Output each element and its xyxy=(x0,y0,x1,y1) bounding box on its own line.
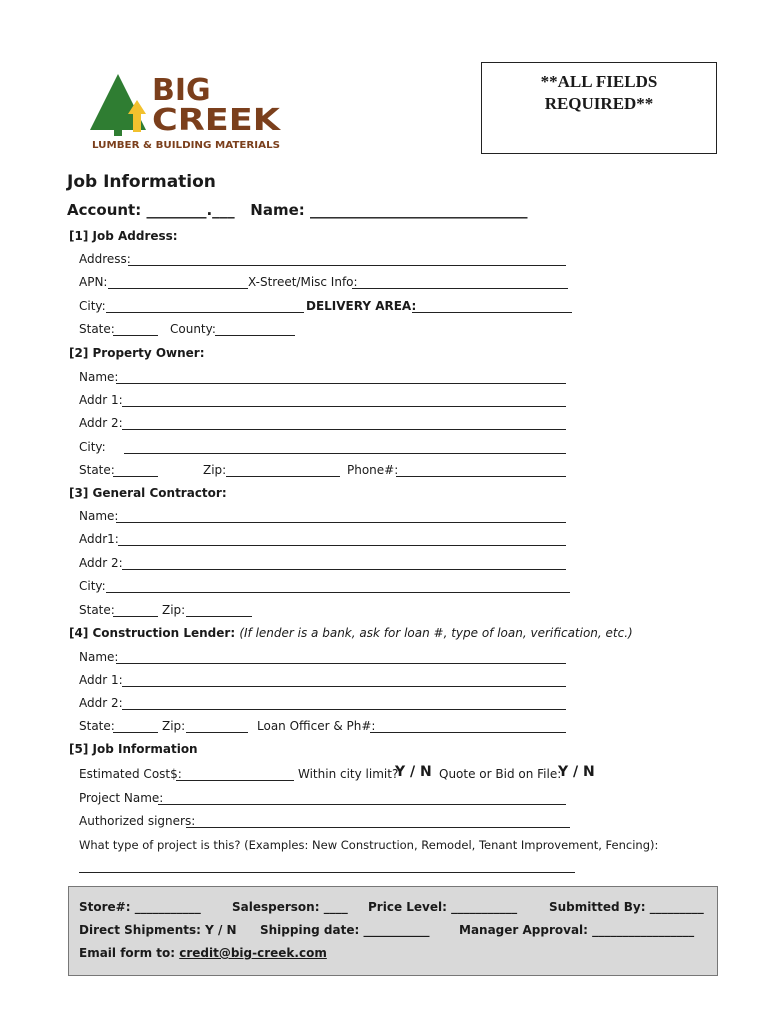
label-gc-zip: Zip: xyxy=(162,603,186,617)
label-state: State: xyxy=(79,322,115,336)
field-owner-addr1[interactable] xyxy=(122,406,566,407)
logo-text-big: BIG xyxy=(152,73,211,108)
field-xstreet[interactable] xyxy=(352,288,568,289)
field-city[interactable] xyxy=(106,312,304,313)
account-name-line[interactable]: Account: ________.___ Name: _____________________________ xyxy=(67,201,528,219)
lender-note: (If lender is a bank, ask for loan #, type of loan, verification, etc.) xyxy=(239,626,633,640)
field-delivery-area[interactable] xyxy=(412,312,572,313)
field-state[interactable] xyxy=(113,335,158,336)
label-owner-phone: Phone#: xyxy=(347,463,399,477)
logo-tagline: LUMBER & BUILDING MATERIALS xyxy=(92,140,280,151)
field-owner-phone[interactable] xyxy=(396,476,566,477)
label-owner-addr2: Addr 2: xyxy=(79,416,123,430)
field-lender-addr1[interactable] xyxy=(122,686,566,687)
footer-direct-shipments[interactable]: Direct Shipments: Y / N xyxy=(79,923,237,937)
label-xstreet: X-Street/Misc Info: xyxy=(248,275,358,289)
label-project-name: Project Name: xyxy=(79,791,164,805)
required-line-1: **ALL FIELDS xyxy=(540,72,658,91)
label-delivery-area: DELIVERY AREA: xyxy=(306,299,417,313)
field-authorized-signers[interactable] xyxy=(186,827,570,828)
company-logo xyxy=(88,68,288,154)
section-job-address-heading: [1] Job Address: xyxy=(69,229,178,243)
field-gc-state[interactable] xyxy=(113,616,158,617)
label-authorized-signers: Authorized signers: xyxy=(79,814,196,828)
email-link[interactable]: credit@big-creek.com xyxy=(179,946,327,960)
label-lender-zip: Zip: xyxy=(162,719,186,733)
field-gc-zip[interactable] xyxy=(186,616,252,617)
field-lender-state[interactable] xyxy=(113,732,158,733)
label-estimated-cost: Estimated Cost$: xyxy=(79,767,182,781)
label-gc-name: Name: xyxy=(79,509,119,523)
field-lender-name[interactable] xyxy=(116,663,566,664)
footer-email-label: Email form to: xyxy=(79,946,176,960)
label-lender-addr2: Addr 2: xyxy=(79,696,123,710)
footer-price-level[interactable]: Price Level: ___________ xyxy=(368,900,518,914)
city-limit-yn-toggle[interactable]: Y / N xyxy=(395,764,432,780)
label-lender-addr1: Addr 1: xyxy=(79,673,123,687)
label-address: Address: xyxy=(79,252,131,266)
field-county[interactable] xyxy=(215,335,295,336)
section-job-information-heading: [5] Job Information xyxy=(69,742,198,756)
label-lender-name: Name: xyxy=(79,650,119,664)
label-owner-zip: Zip: xyxy=(203,463,227,477)
page-title: Job Information xyxy=(67,172,216,192)
label-county: County: xyxy=(170,322,216,336)
footer-salesperson[interactable]: Salesperson: ____ xyxy=(232,900,348,914)
lender-heading-label: [4] Construction Lender: xyxy=(69,626,236,640)
label-owner-state: State: xyxy=(79,463,115,477)
field-lender-zip[interactable] xyxy=(186,732,248,733)
label-quote-bid: Quote or Bid on File: xyxy=(439,767,562,781)
field-owner-addr2[interactable] xyxy=(122,429,566,430)
label-owner-city: City: xyxy=(79,440,106,454)
field-project-type[interactable] xyxy=(79,872,575,873)
label-lender-state: State: xyxy=(79,719,115,733)
section-general-contractor-heading: [3] General Contractor: xyxy=(69,486,227,500)
label-owner-name: Name: xyxy=(79,370,119,384)
logo-text-creek: CREEK xyxy=(152,103,283,138)
field-owner-state[interactable] xyxy=(113,476,158,477)
label-owner-addr1: Addr 1: xyxy=(79,393,123,407)
field-address[interactable] xyxy=(128,265,566,266)
field-loan-officer[interactable] xyxy=(370,732,566,733)
field-gc-addr2[interactable] xyxy=(122,569,566,570)
footer-shipping-date[interactable]: Shipping date: ___________ xyxy=(260,923,430,937)
field-gc-addr1[interactable] xyxy=(118,545,566,546)
field-gc-city[interactable] xyxy=(106,592,570,593)
required-notice-box xyxy=(481,62,717,154)
section-property-owner-heading: [2] Property Owner: xyxy=(69,346,205,360)
footer-email-row xyxy=(79,946,327,960)
label-gc-state: State: xyxy=(79,603,115,617)
label-apn: APN: xyxy=(79,275,108,289)
label-gc-addr1: Addr1: xyxy=(79,532,119,546)
label-city-limit: Within city limit? xyxy=(298,767,399,781)
label-loan-officer: Loan Officer & Ph#: xyxy=(257,719,376,733)
field-gc-name[interactable] xyxy=(116,522,566,523)
field-estimated-cost[interactable] xyxy=(176,780,294,781)
field-apn[interactable] xyxy=(108,288,248,289)
quote-bid-yn-toggle[interactable]: Y / N xyxy=(558,764,595,780)
label-project-type: What type of project is this? (Examples: New Construction, Remodel, Tenant Improvement, Fencing): xyxy=(79,838,659,852)
label-gc-addr2: Addr 2: xyxy=(79,556,123,570)
field-owner-zip[interactable] xyxy=(226,476,340,477)
field-project-name[interactable] xyxy=(158,804,566,805)
label-city: City: xyxy=(79,299,106,313)
required-line-2: REQUIRED** xyxy=(544,94,654,113)
field-owner-name[interactable] xyxy=(116,383,566,384)
field-lender-addr2[interactable] xyxy=(122,709,566,710)
footer-store[interactable]: Store#: ___________ xyxy=(79,900,201,914)
label-gc-city: City: xyxy=(79,579,106,593)
section-construction-lender-heading xyxy=(69,626,633,640)
footer-manager-approval[interactable]: Manager Approval: _________________ xyxy=(459,923,695,937)
office-use-box xyxy=(68,886,718,976)
footer-submitted-by[interactable]: Submitted By: _________ xyxy=(549,900,704,914)
field-owner-city[interactable] xyxy=(124,453,566,454)
